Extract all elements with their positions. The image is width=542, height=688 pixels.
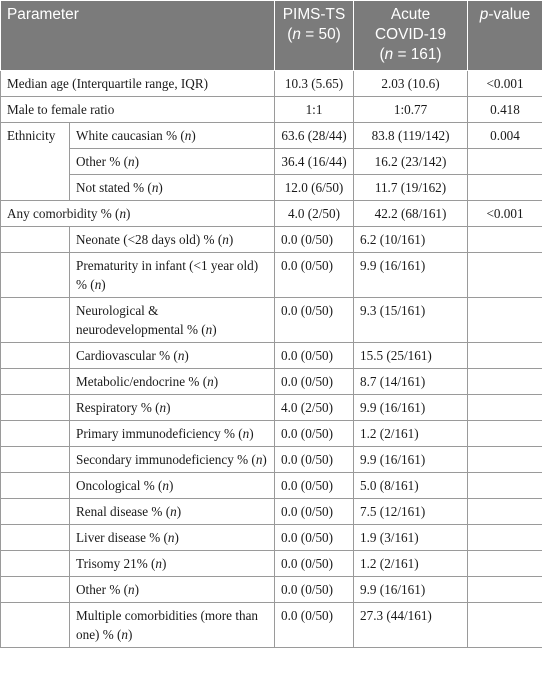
row-label: Secondary immunodeficiency % (n) [70, 447, 275, 473]
empty-group-cell [1, 395, 70, 421]
table-row-comorbidity [1, 499, 542, 525]
acute-cell: 2.03 (10.6) [354, 71, 468, 97]
p-value-cell: <0.001 [468, 201, 542, 227]
header-pims-value: = 50) [300, 26, 341, 43]
acute-cell: 15.5 (25/161) [354, 343, 468, 369]
table-row-comorbidity [1, 253, 542, 298]
p-value-cell: <0.001 [468, 71, 542, 97]
table-row-comorbidity [1, 369, 542, 395]
p-value-cell [468, 603, 542, 648]
header-pims-n: n [292, 26, 301, 43]
pims-cell: 0.0 (0/50) [275, 525, 354, 551]
row-label: Liver disease % (n) [70, 525, 275, 551]
table-row-comorbidity [1, 343, 542, 369]
empty-group-cell [1, 253, 70, 298]
acute-cell: 9.9 (16/161) [354, 395, 468, 421]
table-row-median-age [1, 71, 542, 97]
table-row-comorbidity [1, 577, 542, 603]
header-pims-title: PIMS-TS [282, 6, 346, 23]
empty-group-cell [1, 551, 70, 577]
p-value-cell [468, 473, 542, 499]
row-label: Respiratory % (n) [70, 395, 275, 421]
table-row-comorbidity [1, 525, 542, 551]
empty-group-cell [1, 603, 70, 648]
pims-cell: 0.0 (0/50) [275, 298, 354, 343]
table-row-any-comorbidity [1, 201, 542, 227]
empty-group-cell [1, 343, 70, 369]
header-row [1, 1, 542, 71]
pims-cell: 1:1 [275, 97, 354, 123]
empty-group-cell [1, 473, 70, 499]
pims-cell: 0.0 (0/50) [275, 369, 354, 395]
acute-cell: 27.3 (44/161) [354, 603, 468, 648]
acute-cell: 5.0 (8/161) [354, 473, 468, 499]
pims-cell: 12.0 (6/50) [275, 175, 354, 201]
header-acute-line2: COVID-19 [375, 26, 447, 43]
acute-cell: 83.8 (119/142) [354, 123, 468, 149]
table-row-ethnicity-not-stated [1, 175, 542, 201]
pims-cell: 4.0 (2/50) [275, 201, 354, 227]
p-value-cell [468, 395, 542, 421]
p-value-cell [468, 149, 542, 175]
acute-cell: 9.9 (16/161) [354, 253, 468, 298]
acute-cell: 9.3 (15/161) [354, 298, 468, 343]
acute-cell: 1.2 (2/161) [354, 551, 468, 577]
p-value-cell [468, 298, 542, 343]
p-value-cell [468, 253, 542, 298]
header-acute-line1: Acute [390, 6, 431, 23]
empty-group-cell [1, 499, 70, 525]
acute-cell: 1.9 (3/161) [354, 525, 468, 551]
acute-cell: 6.2 (10/161) [354, 227, 468, 253]
p-value-cell [468, 447, 542, 473]
p-value-cell [468, 227, 542, 253]
table-row-comorbidity [1, 447, 542, 473]
acute-cell: 1:0.77 [354, 97, 468, 123]
header-acute-open: ( [379, 46, 385, 63]
table-row-comorbidity [1, 395, 542, 421]
pims-cell: 0.0 (0/50) [275, 551, 354, 577]
empty-group-cell [1, 421, 70, 447]
row-label: Male to female ratio [1, 97, 275, 123]
empty-group-cell [1, 298, 70, 343]
row-label: Other % (n) [70, 577, 275, 603]
table-row-ethnicity-other [1, 149, 542, 175]
ethnicity-group-label: Ethnicity [1, 123, 70, 201]
row-label: Cardiovascular % (n) [70, 343, 275, 369]
table-row-comorbidity [1, 421, 542, 447]
header-acute-count [360, 45, 461, 65]
header-acute-value: = 161) [393, 46, 442, 63]
empty-group-cell [1, 577, 70, 603]
acute-cell: 9.9 (16/161) [354, 577, 468, 603]
acute-cell: 9.9 (16/161) [354, 447, 468, 473]
row-label: Median age (Interquartile range, IQR) [1, 71, 275, 97]
table-row-male-female [1, 97, 542, 123]
acute-cell: 11.7 (19/162) [354, 175, 468, 201]
pims-cell: 0.0 (0/50) [275, 499, 354, 525]
header-pims-count [281, 25, 347, 45]
p-value-cell [468, 499, 542, 525]
row-label: Renal disease % (n) [70, 499, 275, 525]
acute-cell: 8.7 (14/161) [354, 369, 468, 395]
empty-group-cell [1, 525, 70, 551]
table-row-comorbidity [1, 603, 542, 648]
row-label: White caucasian % (n) [70, 123, 275, 149]
p-value-cell [468, 421, 542, 447]
row-label: Neurological & neurodevelopmental % (n) [70, 298, 275, 343]
p-value-cell [468, 175, 542, 201]
header-pims-open: ( [287, 26, 293, 43]
p-value-cell [468, 525, 542, 551]
row-label: Neonate (<28 days old) % (n) [70, 227, 275, 253]
acute-cell: 1.2 (2/161) [354, 421, 468, 447]
header-acute-n: n [384, 46, 394, 63]
acute-cell: 42.2 (68/161) [354, 201, 468, 227]
comorbidity-list [1, 227, 542, 648]
empty-group-cell [1, 227, 70, 253]
pims-cell: 0.0 (0/50) [275, 421, 354, 447]
pims-cell: 0.0 (0/50) [275, 473, 354, 499]
row-label: Primary immunodeficiency % (n) [70, 421, 275, 447]
pims-cell: 4.0 (2/50) [275, 395, 354, 421]
table-row-comorbidity [1, 227, 542, 253]
header-p-rest: -value [488, 6, 531, 23]
pims-cell: 10.3 (5.65) [275, 71, 354, 97]
row-label: Multiple comorbidities (more than one) % (n) [70, 603, 275, 648]
empty-group-cell [1, 369, 70, 395]
p-value-cell [468, 369, 542, 395]
pims-cell: 0.0 (0/50) [275, 227, 354, 253]
p-value-cell: 0.004 [468, 123, 542, 149]
p-value-cell [468, 343, 542, 369]
pims-cell: 63.6 (28/44) [275, 123, 354, 149]
table-row-comorbidity [1, 298, 542, 343]
empty-group-cell [1, 447, 70, 473]
row-label: Oncological % (n) [70, 473, 275, 499]
pims-cell: 0.0 (0/50) [275, 253, 354, 298]
acute-cell: 7.5 (12/161) [354, 499, 468, 525]
acute-cell: 16.2 (23/142) [354, 149, 468, 175]
pims-cell: 36.4 (16/44) [275, 149, 354, 175]
pims-cell: 0.0 (0/50) [275, 603, 354, 648]
header-acute-covid [354, 1, 468, 71]
row-label: Other % (n) [70, 149, 275, 175]
row-label: Trisomy 21% (n) [70, 551, 275, 577]
row-label: Metabolic/endocrine % (n) [70, 369, 275, 395]
row-label: Not stated % (n) [70, 175, 275, 201]
table-row-ethnicity-white [1, 123, 542, 149]
pims-cell: 0.0 (0/50) [275, 343, 354, 369]
header-p-value [468, 1, 542, 71]
table-row-comorbidity [1, 473, 542, 499]
p-value-cell [468, 551, 542, 577]
row-label: Prematurity in infant (<1 year old) % (n) [70, 253, 275, 298]
header-parameter: Parameter [1, 1, 275, 71]
row-label: Any comorbidity % (n) [1, 201, 275, 227]
p-value-cell [468, 577, 542, 603]
header-pims-ts [275, 1, 354, 71]
p-value-cell: 0.418 [468, 97, 542, 123]
table-row-comorbidity [1, 551, 542, 577]
pims-cell: 0.0 (0/50) [275, 577, 354, 603]
pims-cell: 0.0 (0/50) [275, 447, 354, 473]
header-p: p [479, 6, 489, 23]
